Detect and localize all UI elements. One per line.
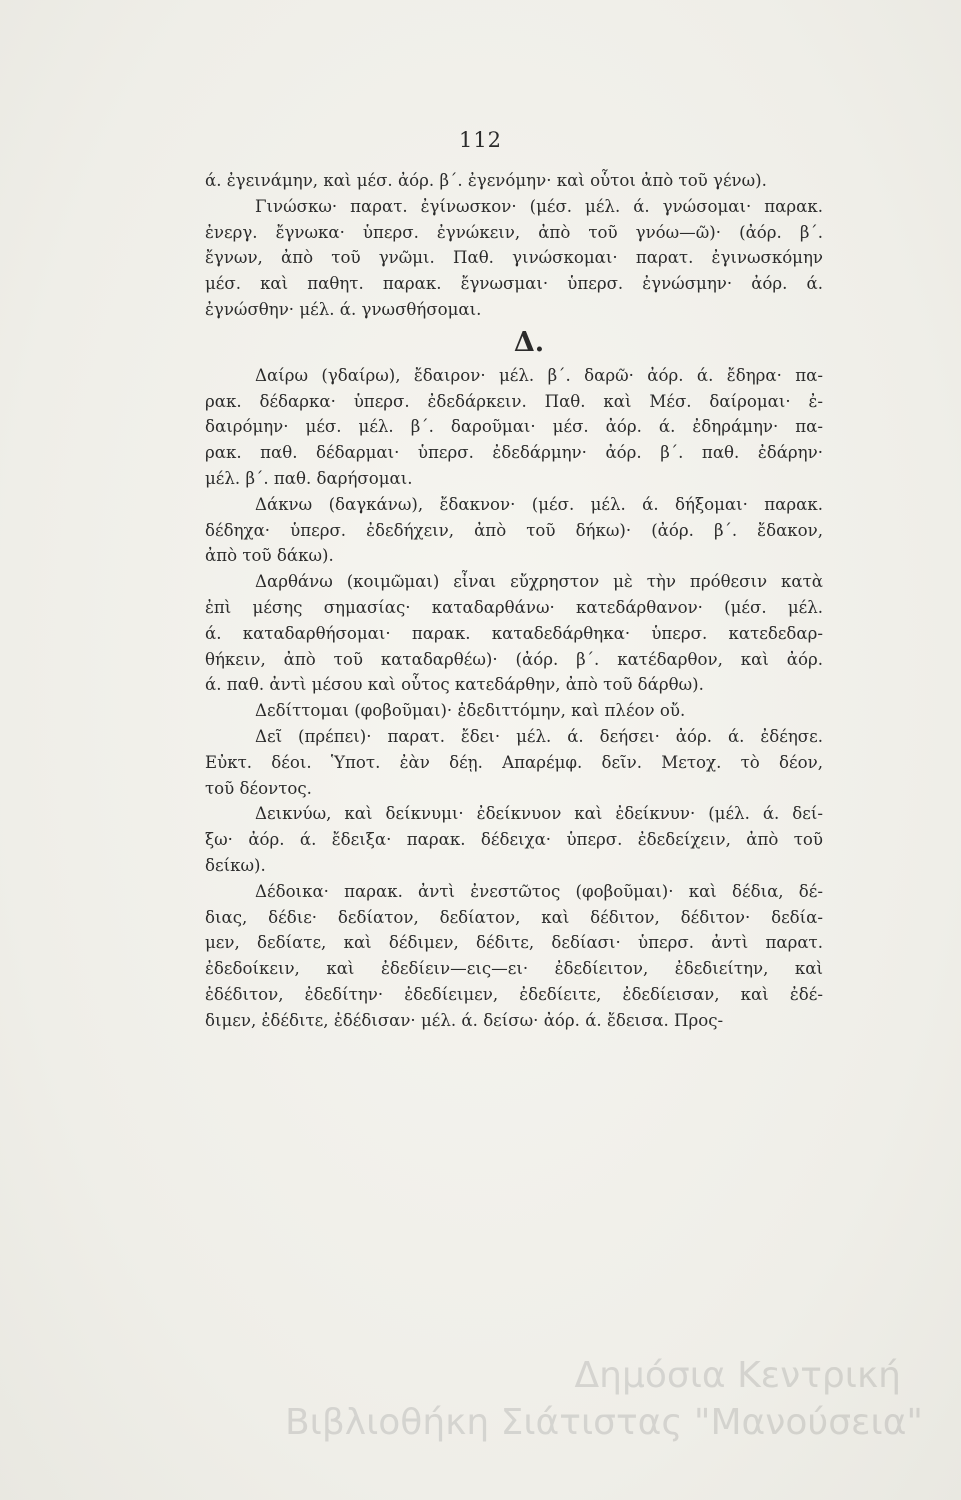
paragraph-dei — [205, 724, 823, 801]
text-line: δαιρόμην· μέσ. μέλ. β΄. δαροῦμαι· μέσ. ἀόρ. ά. ἐδηράμην· πα- — [205, 417, 823, 437]
text-line: ά. παθ. ἀντὶ μέσου καὶ οὗτος κατεδάρθην, ἀπὸ τοῦ δάρθω). — [205, 675, 704, 695]
library-watermark-line1: Δημόσια Κεντρική — [574, 1355, 901, 1396]
text-line: δείκω). — [205, 855, 266, 875]
text-line: ρακ. παθ. δέδαρμαι· ὑπερσ. ἐδεδάρμην· ἀόρ. β΄. παθ. ἐδάρην· — [205, 443, 823, 463]
paragraph-dakno — [205, 492, 823, 569]
text-line: Δεικνύω, καὶ δείκνυμι· ἐδείκνυον καὶ ἐδείκνυν· (μέλ. ά. δεί- — [255, 804, 823, 824]
text-line: διμεν, ἐδέδιτε, ἐδέδισαν· μέλ. ά. δείσω· ἀόρ. ά. ἔδεισα. Προς- — [205, 1010, 724, 1030]
text-line: Δεδίττομαι (φοβοῦμαι)· ἐδεδιττόμην, καὶ πλέον οὔ. — [255, 701, 686, 721]
text-line: Γινώσκω· παρατ. ἐγίνωσκον· (μέσ. μέλ. ά. γνώσομαι· παρακ. — [255, 196, 823, 216]
text-line: θήκειν, ἀπὸ τοῦ καταδαρθέω)· (ἀόρ. β΄. κατέδαρθον, καὶ ἀόρ. — [205, 649, 823, 669]
text-line: ἐδεδοίκειν, καὶ ἐδεδίειν—εις—ει· ἐδεδίειτον, ἐδεδιείτην, καὶ — [205, 959, 823, 979]
paragraph-deiknyo — [205, 801, 823, 878]
text-line: ἐνεργ. ἔγνωκα· ὑπερσ. ἐγνώκειν, ἀπὸ τοῦ γνόω—ῶ)· (ἀόρ. β΄. — [205, 222, 823, 242]
text-line: μεν, δεδίατε, καὶ δέδιμεν, δέδιτε, δεδίασι· ὑπερσ. ἀντὶ παρατ. — [205, 933, 823, 953]
text-block — [205, 168, 823, 1034]
text-line: ἐπὶ μέσης σημασίας· καταδαρθάνω· κατεδάρθανον· (μέσ. μέλ. — [205, 597, 823, 617]
text-line: μέλ. β΄. παθ. δαρήσομαι. — [205, 468, 413, 488]
text-line: Εὐκτ. δέοι. Ὑποτ. ἐὰν δέῃ. Απαρέμφ. δεῖν. Μετοχ. τὸ δέον, — [205, 752, 823, 772]
text-line: μέσ. καὶ παθητ. παρακ. ἔγνωσμαι· ὑπερσ. ἐγνώσμην· ἀόρ. ά. — [205, 274, 823, 294]
text-line: Δαρθάνω (κοιμῶμαι) εἶναι εὔχρηστον μὲ τὴν πρόθεσιν κατὰ — [255, 572, 823, 592]
paragraph-dairo — [205, 363, 823, 492]
text-line: ρακ. δέδαρκα· ὑπερσ. ἐδεδάρκειν. Παθ. καὶ Μέσ. δαίρομαι· ἐ- — [205, 391, 823, 411]
text-line: Δάκνω (δαγκάνω), ἔδακνον· (μέσ. μέλ. ά. δήξομαι· παρακ. — [255, 494, 823, 514]
text-line: Δέδοικα· παρακ. ἀντὶ ἐνεστῶτος (φοβοῦμαι)· καὶ δέδια, δέ- — [255, 881, 823, 901]
text-line: ά. ἐγεινάμην, καὶ μέσ. ἀόρ. β΄. ἐγενόμην· καὶ οὗτοι ἀπὸ τοῦ γένω). — [205, 171, 767, 190]
paragraph-darthano — [205, 569, 823, 698]
text-line: ἔγνων, ἀπὸ τοῦ γνῶμι. Παθ. γινώσκομαι· παρατ. ἐγινωσκόμην — [205, 248, 823, 268]
text-line: τοῦ δέοντος. — [205, 778, 312, 798]
section-heading-delta: Δ. — [513, 326, 545, 358]
text-line: ἀπὸ τοῦ δάκω). — [205, 546, 334, 566]
text-line: Δεῖ (πρέπει)· παρατ. ἔδει· μέλ. ά. δεήσει· ἀόρ. ά. ἐδέησε. — [255, 726, 823, 746]
text-line: ἐγνώσθην· μέλ. ά. γνωσθήσομαι. — [205, 299, 482, 319]
paragraph-ginosko — [205, 194, 823, 323]
paragraph — [205, 168, 823, 194]
paragraph-dedoika — [205, 879, 823, 1034]
page-number: 112 — [458, 128, 503, 152]
paragraph-dedittomai — [205, 698, 823, 724]
text-line: διας, δέδιε· δεδίατον, δεδίατον, καὶ δέδιτον, δέδιτον· δεδία- — [205, 907, 823, 927]
text-line: ά. καταδαρθήσομαι· παρακ. καταδεδάρθηκα· ὑπερσ. κατεδεδαρ- — [205, 623, 823, 643]
library-watermark-line2: Βιβλιοθήκη Σιάτιστας "Μανούσεια" — [284, 1402, 923, 1443]
text-line: ἐδέδιτον, ἐδεδίτην· ἐδεδίειμεν, ἐδεδίειτε, ἐδεδίεισαν, καὶ ἐδέ- — [205, 984, 823, 1004]
text-line: Δαίρω (γδαίρω), ἔδαιρον· μέλ. β΄. δαρῶ· ἀόρ. ά. ἔδηρα· πα- — [255, 365, 823, 385]
text-line: δέδηχα· ὑπερσ. ἐδεδήχειν, ἀπὸ τοῦ δήκω)· (ἀόρ. β΄. ἔδακον, — [205, 520, 823, 540]
text-line: ξω· ἀόρ. ά. ἔδειξα· παρακ. δέδειχα· ὑπερσ. ἐδεδείχειν, ἀπὸ τοῦ — [205, 830, 823, 850]
